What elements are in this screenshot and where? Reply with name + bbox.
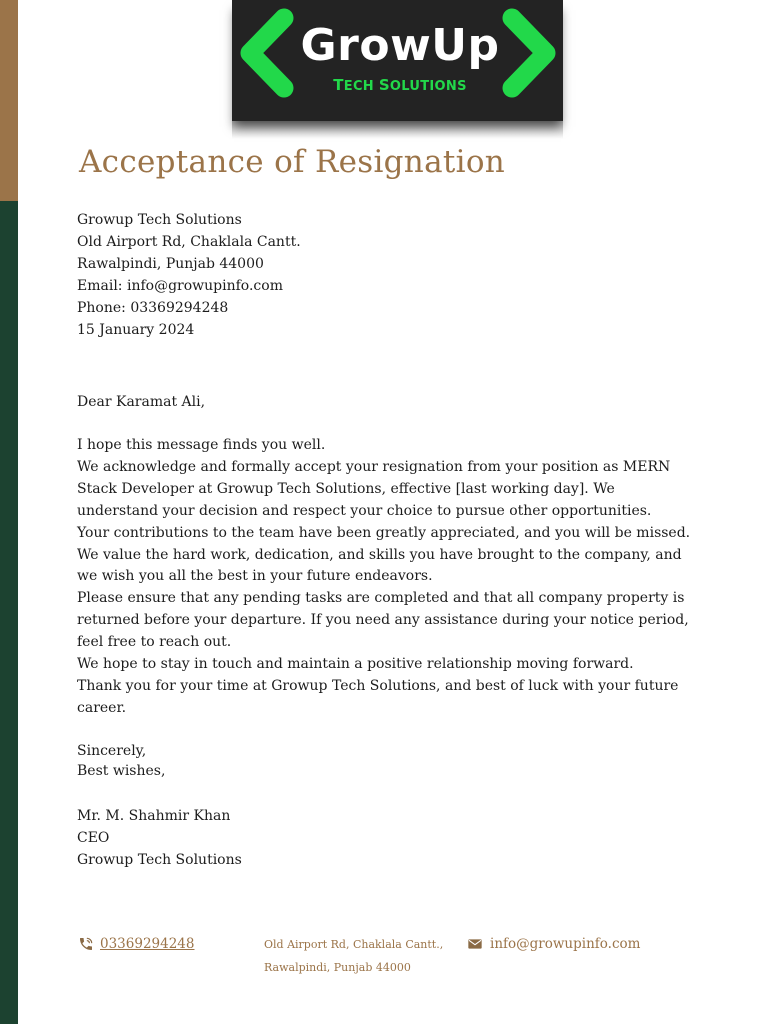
footer-phone-link[interactable]: [78, 934, 194, 954]
salutation: Dear Karamat Ali,: [77, 394, 206, 410]
envelope-icon: [467, 936, 483, 952]
signature-block: [77, 805, 242, 871]
sender-address-block: [77, 209, 301, 341]
closing-block: [77, 741, 165, 781]
letter-body: [77, 435, 692, 720]
document-title: Acceptance of Resignation: [79, 144, 506, 180]
footer-email-link[interactable]: [467, 934, 640, 954]
footer-address-line: Old Airport Rd, Chaklala Cantt.,: [264, 938, 444, 951]
sender-city: Rawalpindi, Punjab 44000: [77, 256, 264, 272]
left-chevron-logo-icon: [236, 8, 298, 98]
logo-shadow: [232, 121, 563, 139]
signer-company: Growup Tech Solutions: [77, 852, 242, 868]
logo-subtitle: TECH SOLUTIONS: [333, 76, 467, 94]
footer-address-line: Rawalpindi, Punjab 44000: [264, 961, 411, 974]
signer-role: CEO: [77, 830, 110, 846]
body-paragraph: We acknowledge and formally accept your resignation from your position as MERN Stack Developer at Growup Tech Solutions, effective [last working day]. We understand your decision and respect your choice to pursue other opportunities.: [77, 458, 671, 519]
closing-line: Best wishes,: [77, 763, 166, 779]
body-paragraph: I hope this message finds you well.: [77, 437, 326, 453]
body-paragraph: We hope to stay in touch and maintain a positive relationship moving forward.: [77, 656, 634, 673]
signer-name: Mr. M. Shahmir Khan: [77, 808, 231, 824]
sender-street: Old Airport Rd, Chaklala Cantt.: [77, 234, 301, 250]
body-paragraph: Your contributions to the team have been greatly appreciated, and you will be missed. We value the hard work, dedication, and skills you have brought to the company, and we wish you all the best in your future endeavors.: [77, 524, 691, 585]
sender-phone: Phone: 03369294248: [77, 300, 229, 316]
sender-email: Email: info@growupinfo.com: [77, 278, 283, 294]
sender-company: Growup Tech Solutions: [77, 212, 242, 228]
phone-icon: [78, 936, 94, 952]
logo-wordmark: GrowUp: [300, 20, 500, 71]
body-paragraph: Please ensure that any pending tasks are completed and that all company property is returned before your departure. If you need any assistance during your notice period, feel free to reach out.: [77, 590, 689, 651]
footer-phone-text[interactable]: 03369294248: [100, 936, 195, 952]
letter-date: 15 January 2024: [77, 322, 195, 338]
body-paragraph: Thank you for your time at Growup Tech Solutions, and best of luck with your future career.: [77, 677, 679, 716]
footer-email-text[interactable]: info@growupinfo.com: [490, 936, 641, 952]
side-accent-bar-bottom: [0, 201, 18, 1024]
side-accent-bar-top: [0, 0, 18, 201]
footer-address: [264, 933, 443, 979]
closing-line: Sincerely,: [77, 743, 147, 759]
right-chevron-logo-icon: [498, 8, 560, 98]
